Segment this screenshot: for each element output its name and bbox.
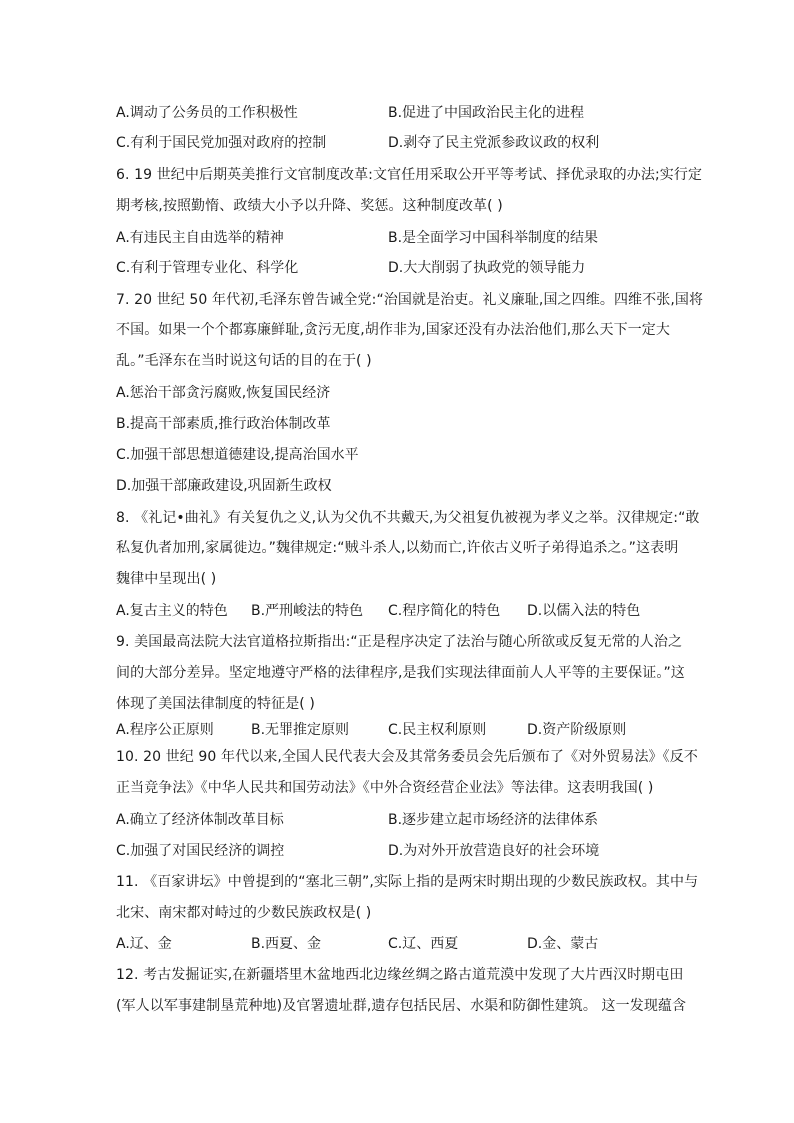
q8-text-line-1: 8. 《礼记•曲礼》有关复仇之义,认为父仇不共戴天,为父祖复仇被视为孝义之举。汉律规定:“敢 — [116, 510, 700, 526]
q5-option-d[interactable]: D.剥夺了民主党派参政议政的权利 — [388, 135, 600, 151]
q11-text-line-2: 北宋、南宋都对峙过的少数民族政权是( ) — [116, 905, 372, 921]
q10-text-line-2: 正当竞争法》《中华人民共和国劳动法》《中外合资经营企业法》等法律。这表明我国( ) — [116, 780, 654, 796]
q9-text-line-1: 9. 美国最高法院大法官道格拉斯指出:“正是程序决定了法治与随心所欲或反复无常的人治之 — [116, 634, 683, 650]
q11-option-d[interactable]: D.金、蒙古 — [527, 936, 599, 952]
q7-option-a[interactable]: A.惩治干部贪污腐败,恢复国民经济 — [116, 385, 331, 401]
q8-option-a[interactable]: A.复古主义的特色 — [116, 603, 228, 619]
q9-option-c[interactable]: C.民主权利原则 — [388, 722, 487, 738]
q7-text-line-2: 不国。如果一个个都寡廉鲜耻,贪污无度,胡作非为,国家还没有办法治他们,那么天下一定大 — [116, 322, 670, 338]
q9-option-a[interactable]: A.程序公正原则 — [116, 722, 214, 738]
q11-option-a[interactable]: A.辽、金 — [116, 936, 172, 952]
q10-option-a[interactable]: A.确立了经济体制改革目标 — [116, 812, 284, 828]
q9-option-b[interactable]: B.无罪推定原则 — [251, 722, 350, 738]
q7-option-c[interactable]: C.加强干部思想道德建设,提高治国水平 — [116, 447, 359, 463]
q6-option-d[interactable]: D.大大削弱了执政党的领导能力 — [388, 260, 586, 276]
q12-text-line-1: 12. 考古发掘证实,在新疆塔里木盆地西北边缘丝绸之路古道荒漠中发现了大片西汉时期屯田 — [116, 967, 684, 983]
q8-text-line-3: 魏律中呈现出( ) — [116, 571, 217, 587]
q6-text-line-1: 6. 19 世纪中后期英美推行文官制度改革:文官任用采取公开平等考试、择优录取的办法;实行定 — [116, 167, 703, 183]
q5-option-b[interactable]: B.促进了中国政治民主化的进程 — [388, 105, 585, 121]
q8-option-d[interactable]: D.以儒入法的特色 — [527, 603, 641, 619]
q7-text-line-3: 乱。”毛泽东在当时说这句话的目的在于( ) — [116, 353, 372, 369]
q11-option-b[interactable]: B.西夏、金 — [251, 936, 322, 952]
q8-option-c[interactable]: C.程序简化的特色 — [388, 603, 501, 619]
q10-option-b[interactable]: B.逐步建立起市场经济的法律体系 — [388, 812, 599, 828]
q11-text-line-1: 11. 《百家讲坛》中曾提到的“塞北三朝”,实际上指的是两宋时期出现的少数民族政权。其中与 — [116, 874, 699, 890]
q8-text-line-2: 私复仇者加刑,家属徙边。”魏律规定:“贼斗杀人,以劾而亡,许依古义听子弟得追杀之。”这表明 — [116, 540, 679, 556]
q9-text-line-2: 间的大部分差异。坚定地遵守严格的法律程序,是我们实现法律面前人人平等的主要保证。”这 — [116, 665, 685, 681]
q7-option-b[interactable]: B.提高干部素质,推行政治体制改革 — [116, 416, 331, 432]
q6-option-b[interactable]: B.是全面学习中国科举制度的结果 — [388, 230, 599, 246]
q9-text-line-3: 体现了美国法律制度的特征是( ) — [116, 696, 315, 712]
q8-option-b[interactable]: B.严刑峻法的特色 — [251, 603, 364, 619]
q7-text-line-1: 7. 20 世纪 50 年代初,毛泽东曾告诫全党:“治国就是治吏。礼义廉耻,国之四维。四维不张,国将 — [116, 292, 704, 308]
q10-option-c[interactable]: C.加强了对国民经济的调控 — [116, 843, 285, 859]
q10-text-line-1: 10. 20 世纪 90 年代以来,全国人民代表大会及其常务委员会先后颁布了《对外贸易法》《反不 — [116, 749, 698, 765]
q6-option-c[interactable]: C.有利于管理专业化、科学化 — [116, 260, 299, 276]
q10-option-d[interactable]: D.为对外开放营造良好的社会环境 — [388, 843, 600, 859]
q9-option-d[interactable]: D.资产阶级原则 — [527, 722, 627, 738]
q5-option-c[interactable]: C.有利于国民党加强对政府的控制 — [116, 135, 327, 151]
q12-text-line-2: (军人以军事建制垦荒种地)及官署遗址群,遗存包括民居、水渠和防御性建筑。 这一发现蕴含 — [116, 998, 687, 1014]
q11-option-c[interactable]: C.辽、西夏 — [388, 936, 459, 952]
q5-option-a[interactable]: A.调动了公务员的工作积极性 — [116, 105, 298, 121]
q6-text-line-2: 期考核,按照勤惰、政绩大小予以升降、奖惩。这种制度改革( ) — [116, 198, 503, 214]
q6-option-a[interactable]: A.有违民主自由选举的精神 — [116, 230, 284, 246]
q7-option-d[interactable]: D.加强干部廉政建设,巩固新生政权 — [116, 478, 332, 494]
